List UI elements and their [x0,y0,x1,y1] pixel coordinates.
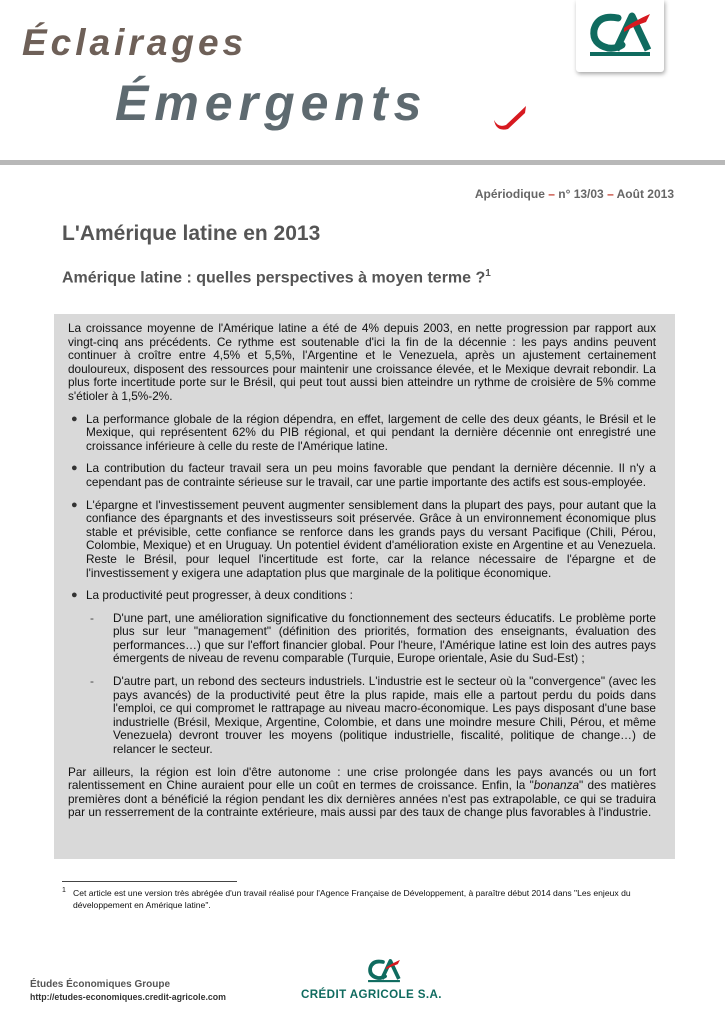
footer-url-link[interactable]: http://etudes-economiques.credit-agricole.com [30,992,227,1002]
bullet-text: La contribution du facteur travail sera un peu moins favorable que pendant la dernière décennie. Il n'y a cependant pas de contrainte sérieuse sur le travail, car une partie importante des actifs est sous-employée. [86,461,656,489]
sub-bullet-item [68,612,656,666]
article-subtitle-text: Amérique latine : quelles perspectives à moyen terme ? [62,269,486,287]
footnote-text: Cet article est une version très abrégée d'un travail réalisé pour l'Agence Française de Développement, à paraître début 2014 dans "Les enjeux du développement en Amérique latine". [73,888,631,910]
summary-box [54,314,675,859]
sub-bullet-text: D'autre part, un rebond des secteurs industriels. L'industrie est le secteur où la "convergence" (avec les pays avancés) de la productivité peut être la plus rapide, mais elle a partout perdu du poids dans l'emploi, ce qui compromet le rattrapage au niveau macro-économique. Les pays disposant d'une base industrielle (Brésil, Mexique, Argentine, Colombie, et dans une moindre mesure Chili, Pérou, et même Venezuela) devront trouver les moyens (politique industrielle, fiscalité, politique de change…) de relancer le secteur. [113,674,656,757]
issue-number: n° 13/03 [558,187,604,201]
bullet-item [68,589,656,603]
summary-closing [68,766,656,820]
bullet-dot-icon: ● [71,462,78,475]
footnote-divider [62,881,237,882]
sub-bullet-item [68,675,656,757]
publication-title-line2: Émergents [115,75,428,131]
bullet-item [68,413,656,454]
article-title: L'Amérique latine en 2013 [62,222,321,245]
issue-periodicity: Apériodique [474,187,545,201]
bullet-item [68,462,656,489]
footer-info [30,978,226,1004]
dash-marker-icon: - [90,610,94,625]
masthead [0,0,725,160]
footer-group-name: Études Économiques Groupe [30,979,171,990]
bullet-dot-icon: ● [71,412,78,425]
masthead-divider [0,160,725,165]
bullet-item [68,499,656,581]
summary-content [68,322,656,829]
red-accent-mark [492,104,528,130]
closing-italic-term: bonanza [533,778,580,793]
issue-date: Août 2013 [616,187,674,201]
dash-marker-icon: - [90,674,94,689]
footnote-mark: 1 [62,887,66,894]
bullet-dot-icon: ● [71,498,78,511]
summary-intro: La croissance moyenne de l'Amérique latine a été de 4% depuis 2003, en nette progression par rapport aux vingt-cinq ans précédents. Ce rythme est soutenable d'ici la fin de la décennie : les pays andins peuvent continuer à croître entre 4,5% et 5,5%, l'Argentine et le Venezuela, après un ajustement certainement douloureux, disposent des ressources pour maintenir une croissance élevée, et le Mexique devrait rebondir. La plus forte incertitude porte sur le Brésil, qui peut tout aussi bien atteindre un rythme de croisière de 5% comme s'étioler à 1,5%-2%. [68,321,656,403]
footer-ca-logo-icon [367,957,401,985]
issue-separator: – [544,187,559,201]
bullet-text: La productivité peut progresser, à deux conditions : [86,588,353,603]
issue-info [475,187,674,201]
issue-separator: – [603,187,617,201]
bullet-text: La performance globale de la région dépendra, en effet, largement de celle des deux géants, le Brésil et le Mexique, qui représentent 62% du PIB régional, et qui pendant la dernière décennie ont enregistré une croissance inférieure à celle du reste de l'Amérique latine. [86,411,656,453]
footnote-reference[interactable]: 1 [485,268,491,279]
bullet-text: L'épargne et l'investissement peuvent augmenter sensiblement dans la plupart des pays, pour autant que la confiance des épargnants et des investisseurs soit préservée. Grâce à un environnement économique plus stable et prévisible, cette confiance se renforce dans les grands pays du versant Pacifique (Chili, Pérou, Colombie, Mexique) et en Uruguay. Un potentiel évident d'amélioration existe en Argentine et au Venezuela. Reste le Brésil, pour lequel l'incertitude est forte, car la relance nécessaire de l'épargne et de l'investissement y exigera une adaptation plus que marginale de la politique économique. [86,497,656,580]
bullet-dot-icon: ● [71,589,78,602]
closing-text-end: " des matières premières dont a bénéficié la région pendant les dix dernières années n'est pas extrapolable, ce qui se traduira par un resserrement de la contrainte extérieure, mais aussi par des taux de change plus favorables à l'industrie. [68,778,656,820]
article-subtitle [62,268,491,287]
credit-agricole-logo [576,0,664,72]
closing-text-start: Par ailleurs, la région est loin d'être autonome : une crise prolongée dans les pays avancés ou un fort ralentissement en Chine auraient pour elle un coût en termes de croissance. Enfin, la " [68,764,656,793]
footer-brand-name: CRÉDIT AGRICOLE S.A. [301,988,442,1001]
publication-title-line1: Éclairages [22,22,248,63]
footnote [62,887,674,911]
credit-agricole-ca-logo-icon [588,10,652,60]
sub-bullet-text: D'une part, une amélioration significative du fonctionnement des secteurs éducatifs. Le problème porte plus sur leur "management" (définition des priorités, formation des enseignants, évaluation des performances…) que sur l'effort financier global. Pour l'heure, l'Amérique latine est loin des autres pays émergents de niveau de revenu comparable (Turquie, Europe orientale, Asie du Sud-Est) ; [113,610,656,666]
